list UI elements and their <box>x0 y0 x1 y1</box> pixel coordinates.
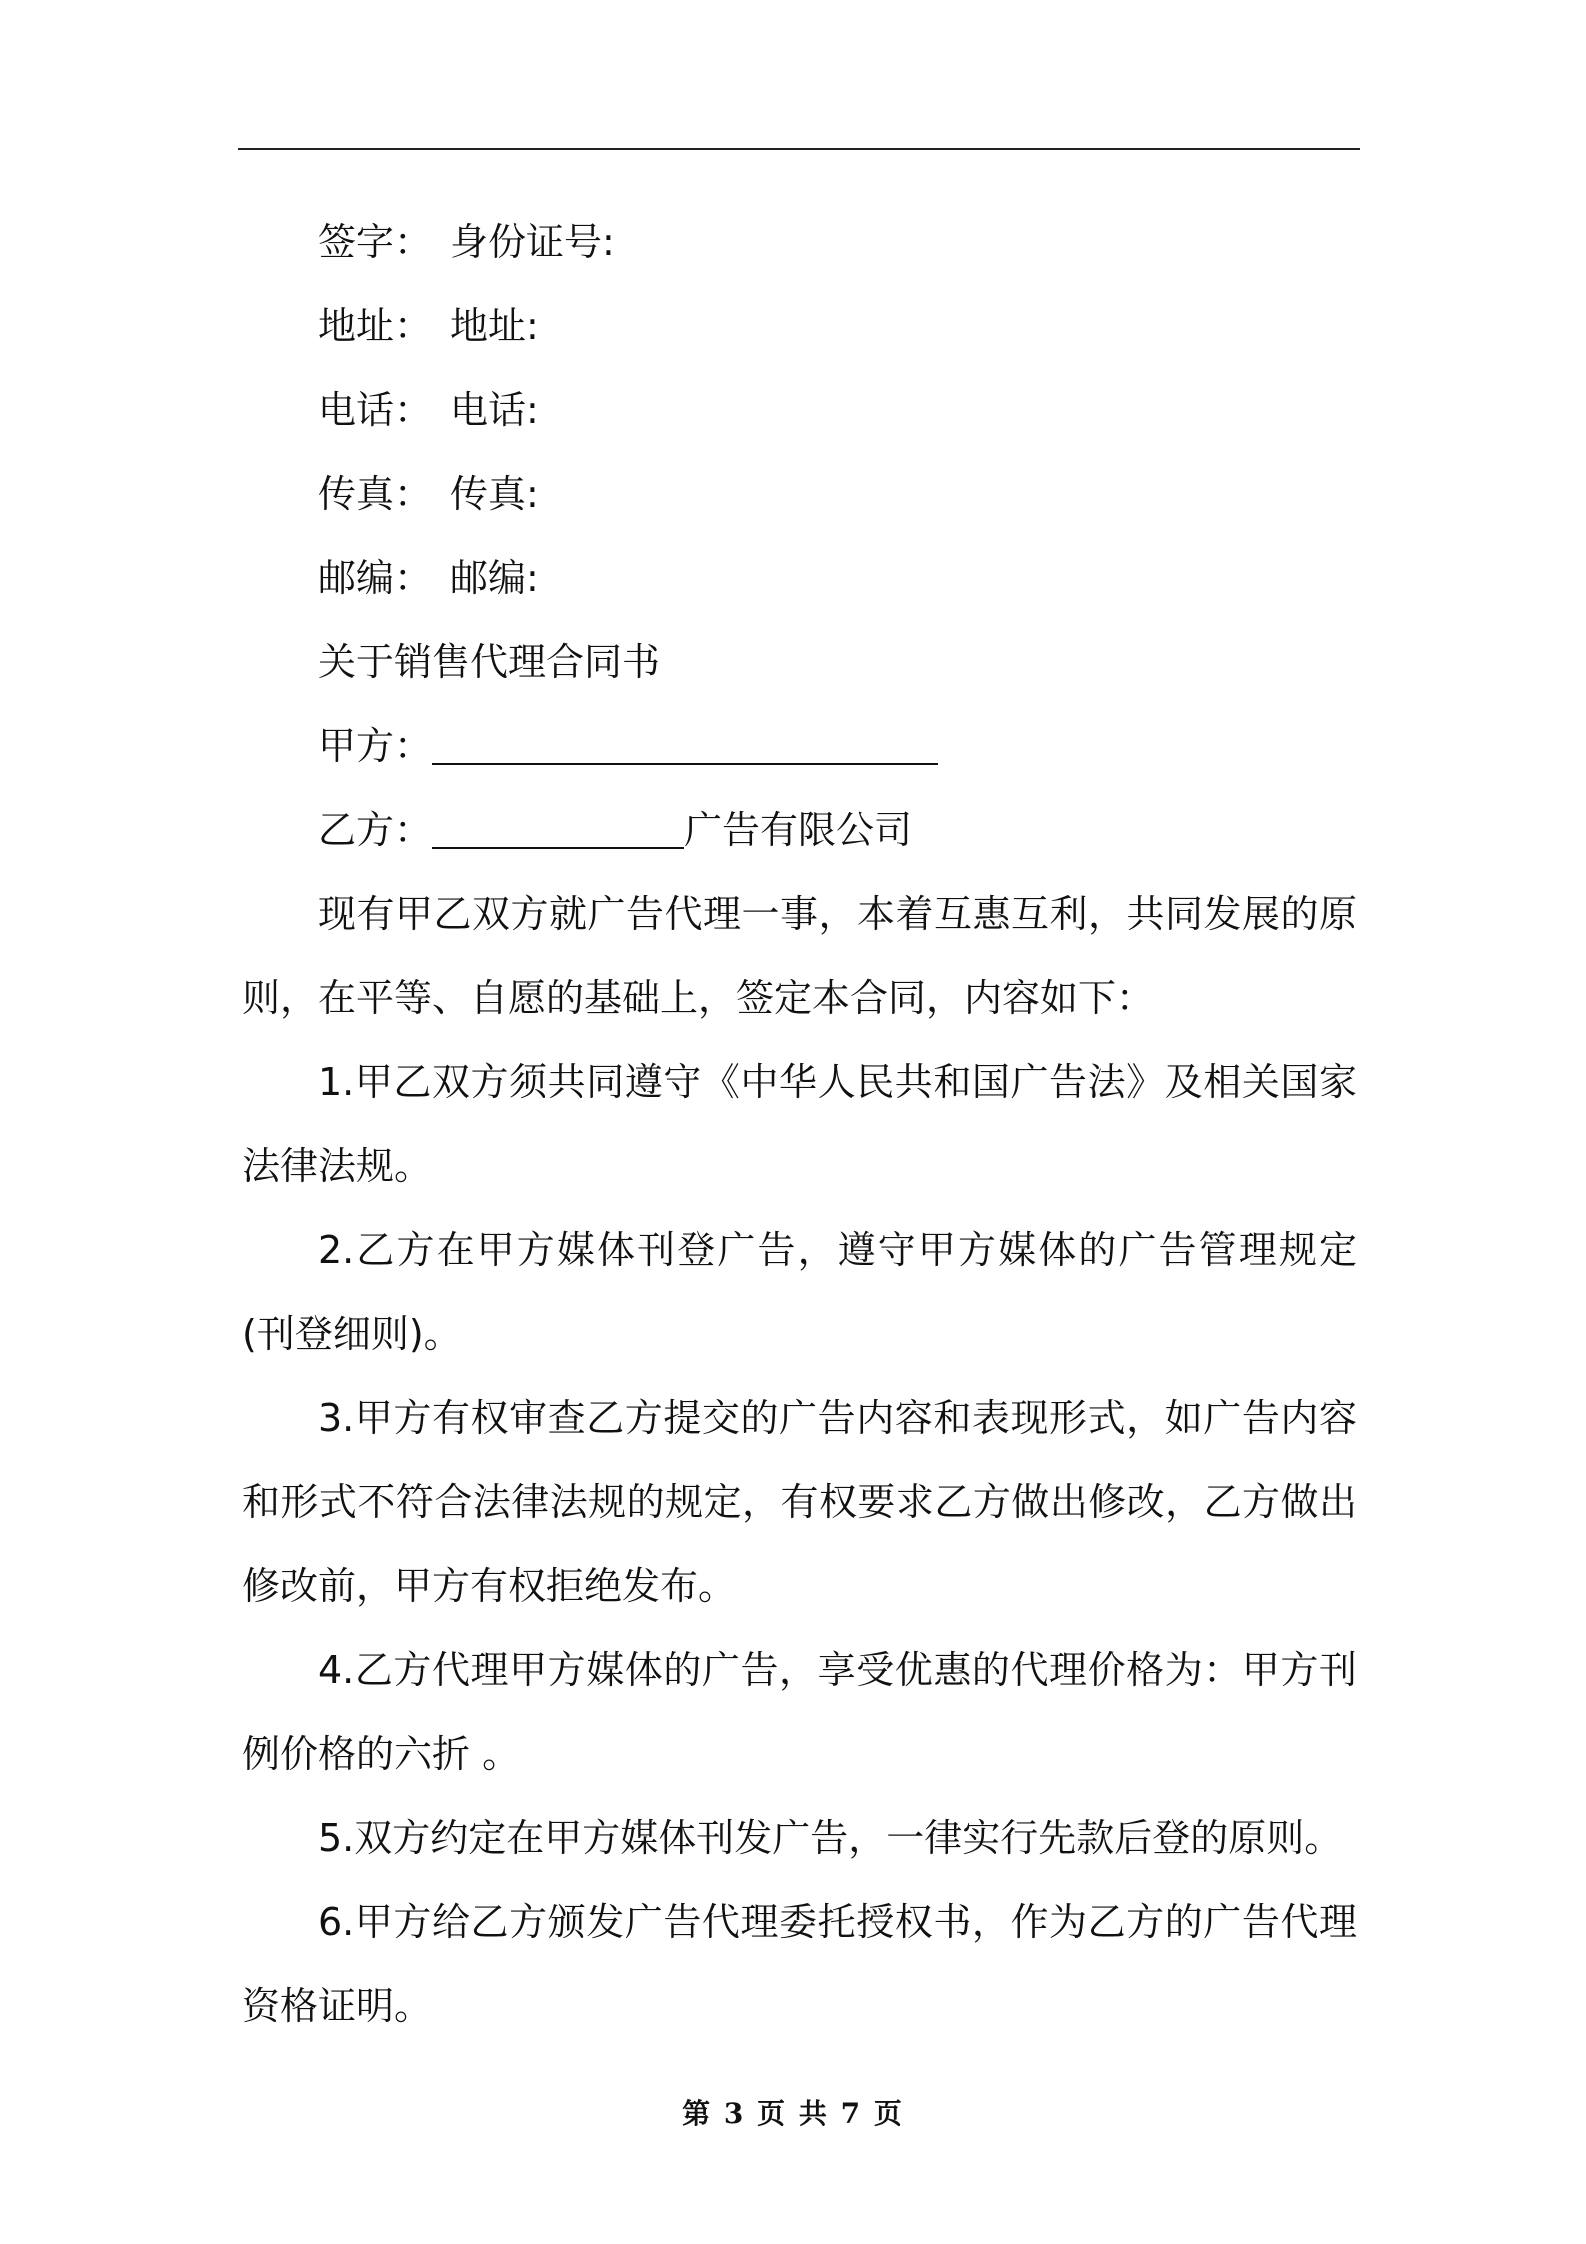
party-b-suffix: 广告有限公司 <box>684 808 913 852</box>
clause-2: 2.乙方在甲方媒体刊登广告，遵守甲方媒体的广告管理规定(刊登细则)。 <box>242 1228 1357 1356</box>
fax-label-right: 传真: <box>450 472 539 516</box>
clause-3: 3.甲方有权审查乙方提交的广告内容和表现形式，如广告内容和形式不符合法律法规的规定，有权要求乙方做出修改，乙方做出修改前，甲方有权拒绝发布。 <box>242 1396 1357 1608</box>
postcode-label-right: 邮编: <box>450 556 539 600</box>
page-content <box>242 200 1357 2048</box>
signature-row-address <box>242 284 1357 368</box>
party-b-line <box>242 788 1357 872</box>
page-number-footer: 第 3 页 共 7 页 <box>682 2097 904 2130</box>
postcode-label-left: 邮编： <box>318 556 433 600</box>
signature-row-postcode <box>242 536 1357 620</box>
contract-intro: 现有甲乙双方就广告代理一事，本着互惠互利，共同发展的原则，在平等、自愿的基础上，签定本合同，内容如下： <box>242 892 1357 1020</box>
party-a-label: 甲方： <box>318 724 433 768</box>
party-a-line <box>242 704 1357 788</box>
party-b-blank <box>432 807 684 849</box>
clause-6: 6.甲方给乙方颁发广告代理委托授权书，作为乙方的广告代理资格证明。 <box>242 1900 1357 2028</box>
signature-label: 签字： <box>318 220 433 264</box>
signature-row-phone <box>242 368 1357 452</box>
signature-row-fax <box>242 452 1357 536</box>
signature-row-signature <box>242 200 1357 284</box>
fax-label-left: 传真： <box>318 472 433 516</box>
phone-label-right: 电话: <box>450 388 539 432</box>
address-label-left: 地址： <box>318 304 433 348</box>
phone-label-left: 电话： <box>318 388 433 432</box>
id-number-label: 身份证号: <box>450 220 615 264</box>
party-b-label: 乙方： <box>318 808 433 852</box>
clause-4: 4.乙方代理甲方媒体的广告，享受优惠的代理价格为：甲方刊例价格的六折 。 <box>242 1648 1357 1776</box>
party-a-blank <box>432 723 938 765</box>
contract-title: 关于销售代理合同书 <box>318 640 661 684</box>
clause-1: 1.甲乙双方须共同遵守《中华人民共和国广告法》及相关国家法律法规。 <box>242 1060 1357 1188</box>
address-label-right: 地址: <box>450 304 539 348</box>
clause-5: 5.双方约定在甲方媒体刊发广告，一律实行先款后登的原则。 <box>318 1816 1343 1860</box>
header-divider <box>238 148 1360 150</box>
